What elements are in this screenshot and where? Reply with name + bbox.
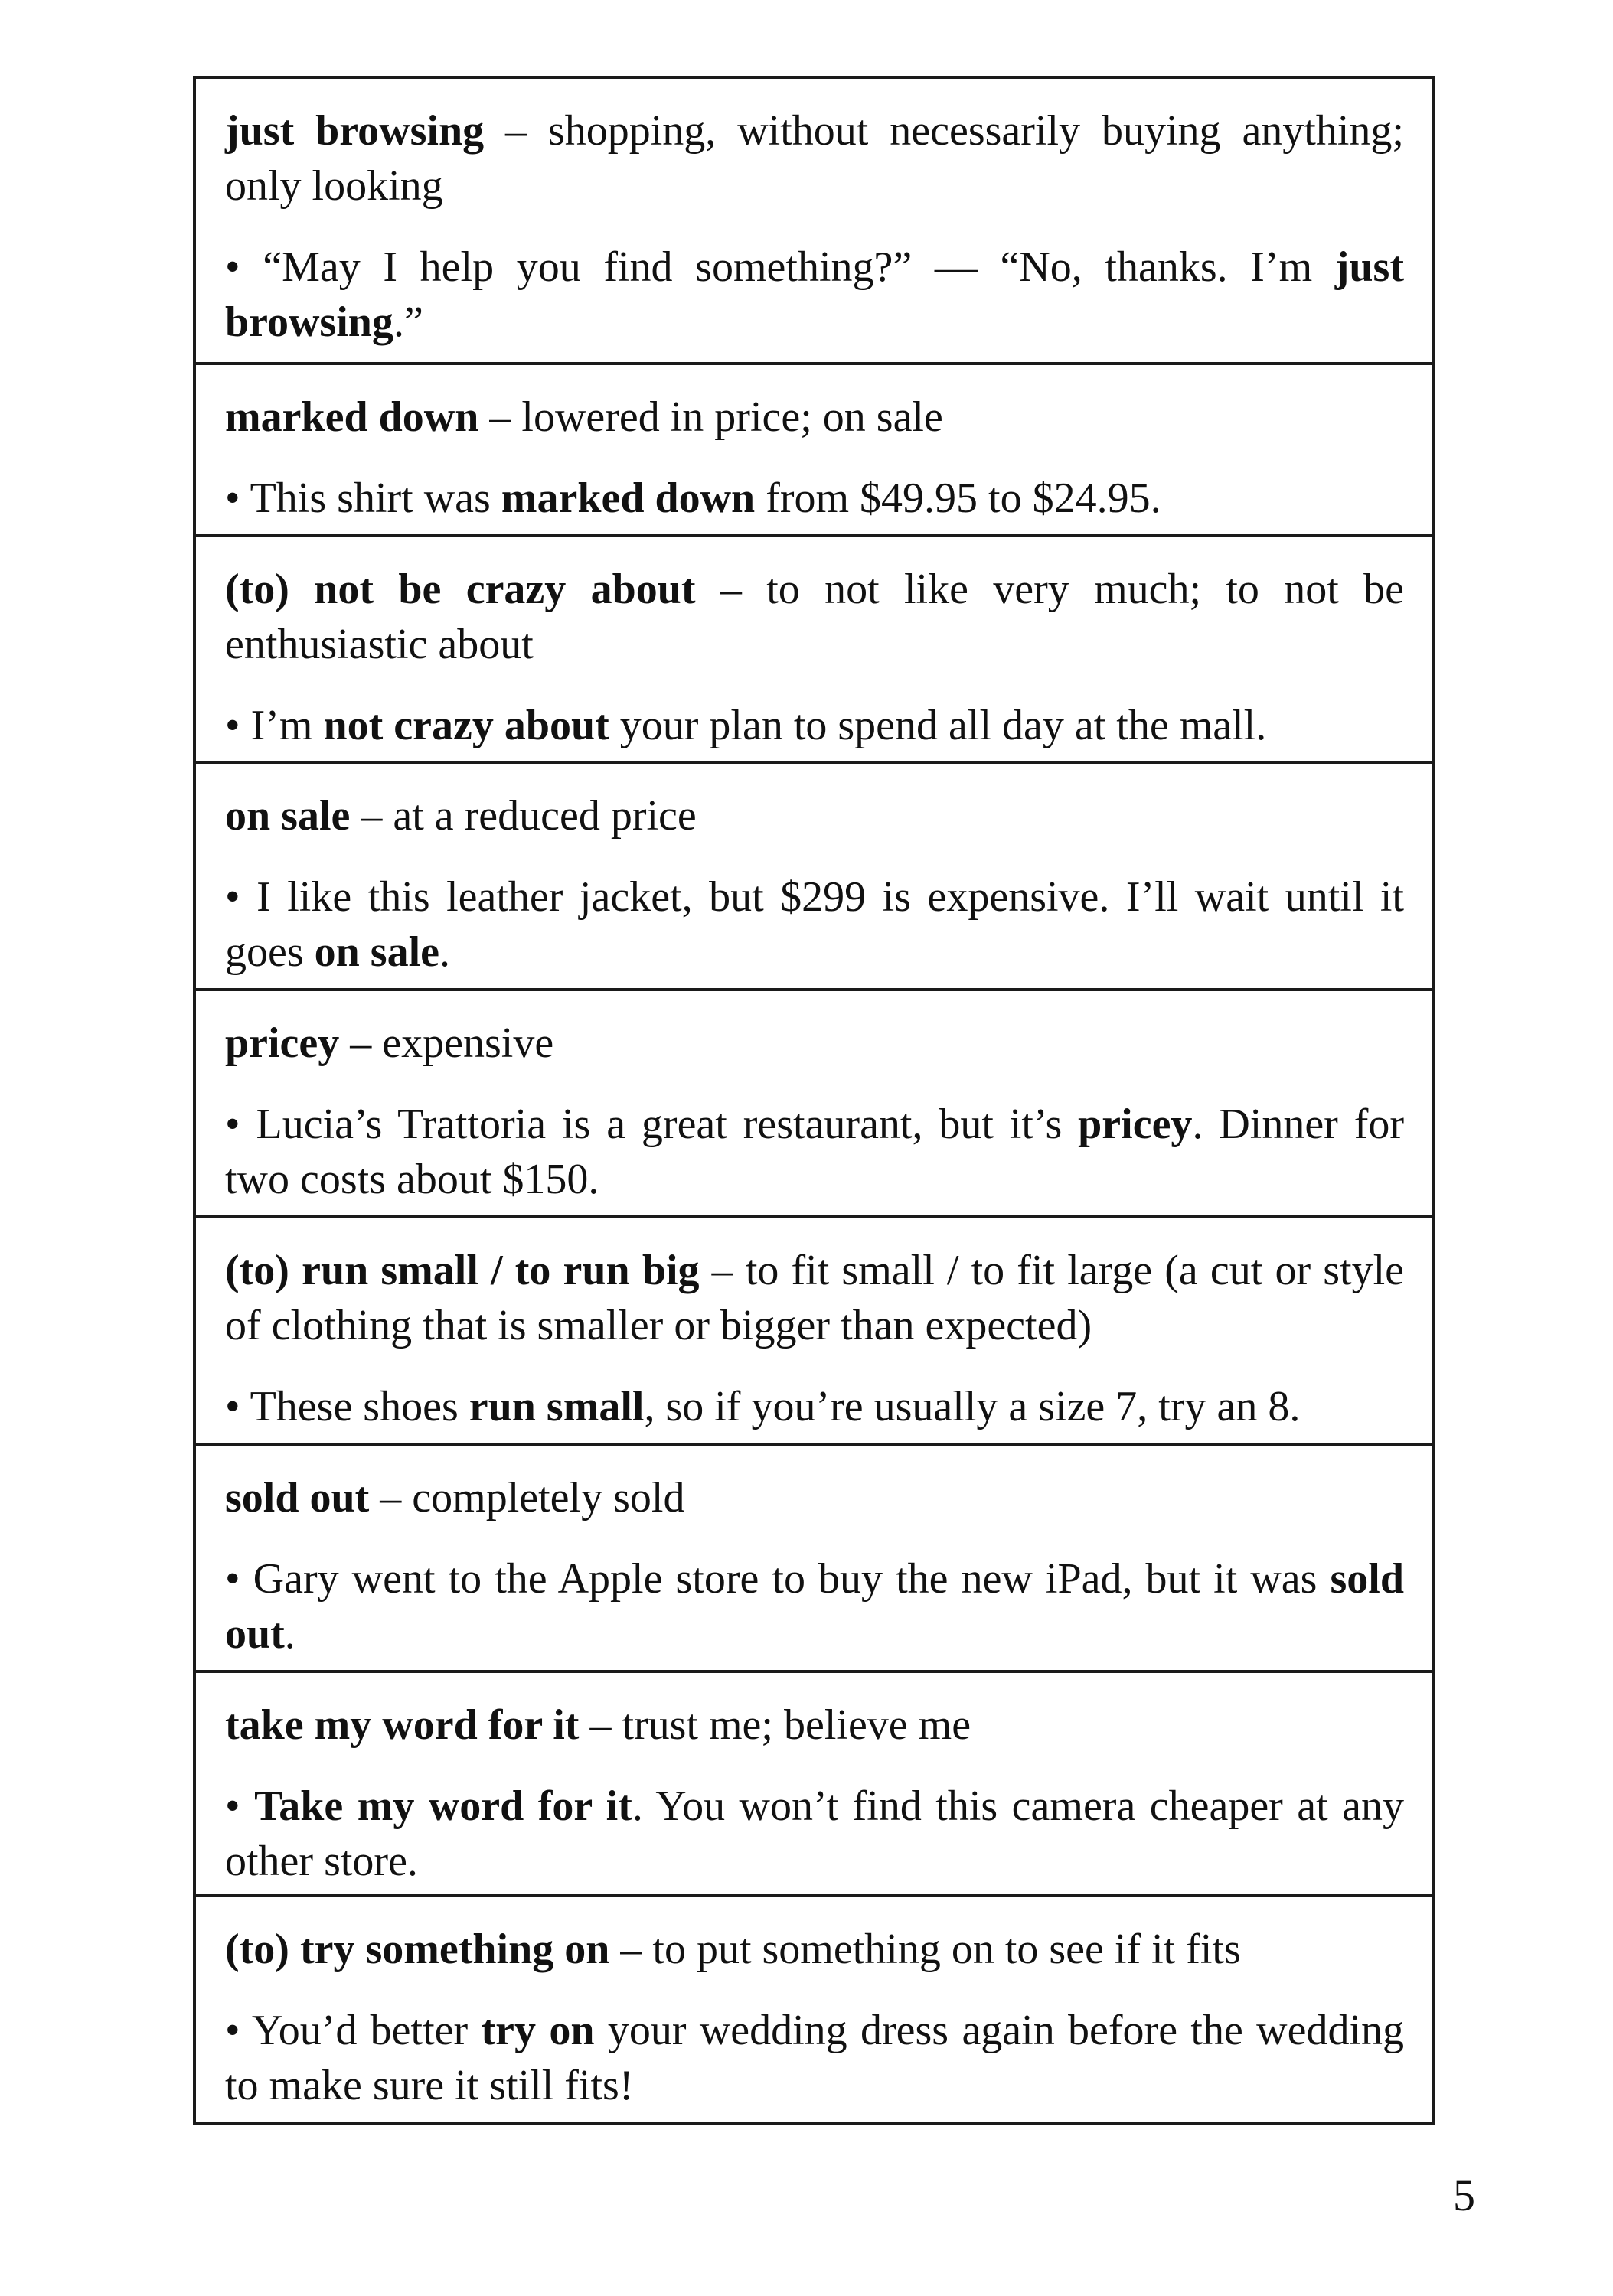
example-text: • Gary went to the Apple store to buy the new iPad, but it was bbox=[225, 1555, 1331, 1603]
example bbox=[225, 698, 1404, 753]
example-text: • “May I help you find something?” — “No, thanks. I’m bbox=[225, 243, 1335, 291]
example-text: • These shoes bbox=[225, 1383, 469, 1430]
entry-just-browsing bbox=[196, 79, 1432, 365]
example bbox=[225, 1097, 1404, 1207]
definition bbox=[225, 1922, 1404, 1977]
example-term: try on bbox=[481, 2007, 595, 2054]
entry-sold-out bbox=[196, 1446, 1432, 1673]
term: (to) try something on bbox=[225, 1926, 610, 1973]
example-text: • bbox=[225, 1782, 255, 1830]
term: pricey bbox=[225, 1019, 340, 1067]
example-text: • I like this leather jacket, but $299 is expensive. I’ll wait until it goes bbox=[225, 873, 1404, 976]
definition-text: – expensive bbox=[339, 1019, 554, 1067]
example bbox=[225, 1379, 1404, 1434]
definition bbox=[225, 103, 1404, 214]
definition-text: – at a reduced price bbox=[350, 792, 697, 840]
example-text: , so if you’re usually a size 7, try an 8. bbox=[644, 1383, 1301, 1430]
definition bbox=[225, 390, 1404, 445]
example-term: sold out bbox=[225, 1555, 1404, 1658]
example-text: . You won’t find this camera cheaper at any other store. bbox=[225, 1782, 1405, 1885]
term: sold out bbox=[225, 1474, 370, 1521]
definition bbox=[225, 1243, 1404, 1353]
example-text: • Lucia’s Trattoria is a great restaurant, but it’s bbox=[225, 1101, 1079, 1148]
example bbox=[225, 240, 1404, 350]
example-term: marked down bbox=[501, 475, 756, 522]
term: on sale bbox=[225, 792, 351, 840]
entry-run-small-run-big bbox=[196, 1218, 1432, 1446]
example-term: Take my word for it bbox=[254, 1782, 632, 1830]
example-term: pricey bbox=[1078, 1101, 1193, 1148]
example-text: .” bbox=[393, 298, 423, 346]
definition bbox=[225, 1698, 1404, 1753]
example bbox=[225, 471, 1404, 526]
example-text: . bbox=[284, 1610, 295, 1658]
example bbox=[225, 869, 1404, 980]
entry-on-sale bbox=[196, 764, 1432, 991]
example-term: run small bbox=[469, 1383, 645, 1430]
term: take my word for it bbox=[225, 1701, 580, 1749]
term: just browsing bbox=[225, 107, 485, 155]
definition-text: – lowered in price; on sale bbox=[478, 393, 943, 441]
definition bbox=[225, 788, 1404, 843]
definition-text: – shopping, without necessarily buying anything; only looking bbox=[225, 107, 1404, 210]
page-number: 5 bbox=[1453, 2170, 1475, 2220]
definition-text: – trust me; believe me bbox=[579, 1701, 971, 1749]
example-term: not crazy about bbox=[323, 702, 609, 749]
glossary-table bbox=[193, 76, 1435, 2125]
example-text: your wedding dress again before the wedding to make sure it still fits! bbox=[225, 2007, 1404, 2109]
example bbox=[225, 2003, 1404, 2113]
example-text: . bbox=[439, 928, 451, 976]
entry-take-my-word-for-it bbox=[196, 1673, 1432, 1897]
example-text: . Dinner for two costs about $150. bbox=[225, 1101, 1404, 1203]
example-text: • I’m bbox=[225, 702, 324, 749]
definition bbox=[225, 562, 1404, 672]
term: (to) run small / to run big bbox=[225, 1247, 700, 1294]
definition-text: – to put something on to see if it fits bbox=[609, 1926, 1241, 1973]
definition-text: – completely sold bbox=[369, 1474, 685, 1521]
definition bbox=[225, 1470, 1404, 1525]
definition bbox=[225, 1016, 1404, 1071]
example-term: on sale bbox=[314, 928, 440, 976]
entry-pricey bbox=[196, 991, 1432, 1218]
example-text: from $49.95 to $24.95. bbox=[755, 475, 1161, 522]
example-text: • This shirt was bbox=[225, 475, 501, 522]
definition-text: – to fit small / to fit large (a cut or style of clothing that is smaller or bigger than expected) bbox=[225, 1247, 1404, 1349]
example-text: • You’d better bbox=[225, 2007, 482, 2054]
term: marked down bbox=[225, 393, 479, 441]
example bbox=[225, 1779, 1404, 1889]
entry-not-be-crazy-about bbox=[196, 537, 1432, 764]
example-term: just browsing bbox=[225, 243, 1404, 346]
example bbox=[225, 1551, 1404, 1662]
definition-text: – to not like very much; to not be enthusiastic about bbox=[225, 566, 1404, 668]
entry-marked-down bbox=[196, 365, 1432, 537]
entry-try-something-on bbox=[196, 1897, 1432, 2122]
example-text: your plan to spend all day at the mall. bbox=[609, 702, 1267, 749]
term: (to) not be crazy about bbox=[225, 566, 696, 613]
